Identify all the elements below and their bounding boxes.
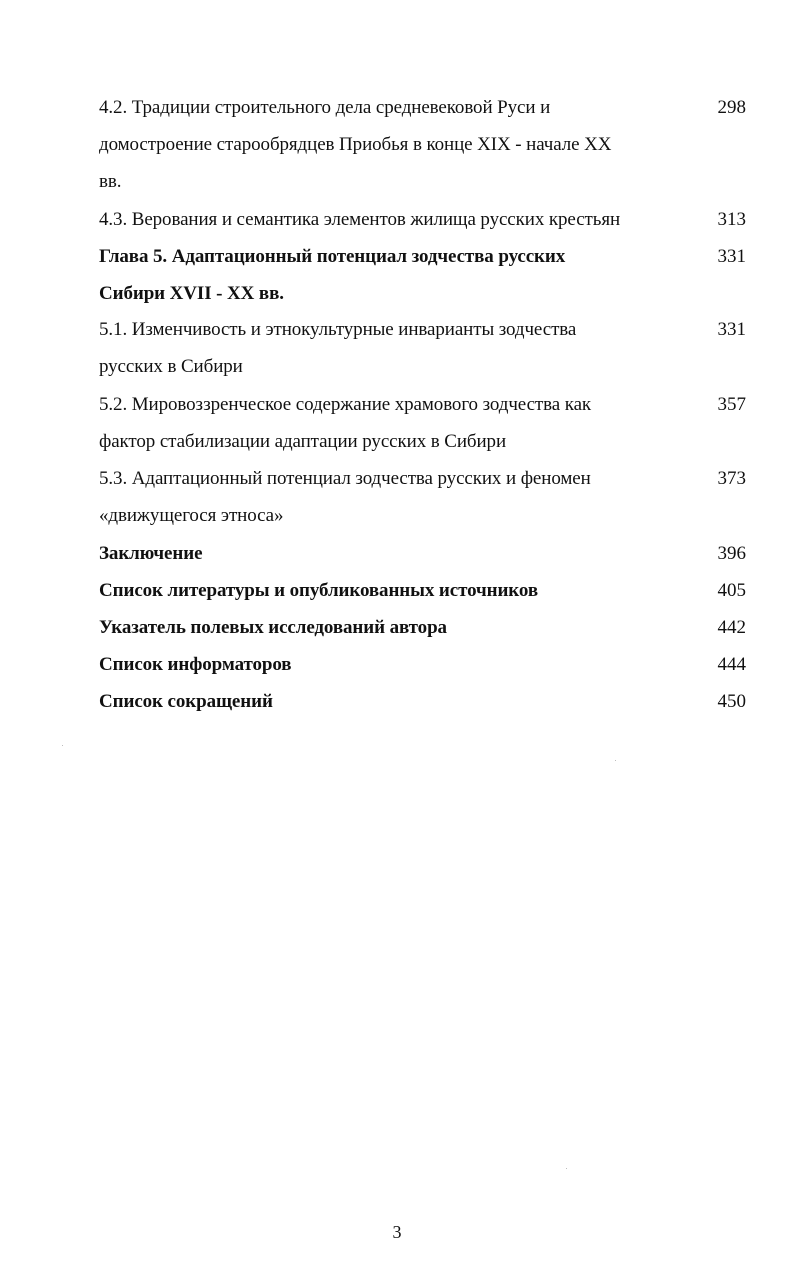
toc-entry-title-line: 5.3. Адаптационный потенциал зодчества русских и феномен xyxy=(99,468,591,489)
toc-page-number: 450 xyxy=(717,691,746,712)
scan-speck xyxy=(566,1168,567,1169)
scan-speck xyxy=(615,760,616,761)
toc-entry-title-line: Заключение xyxy=(99,543,203,564)
toc-page-number: 405 xyxy=(717,580,746,601)
toc-entry-title-line: русских в Сибири xyxy=(99,356,243,377)
toc-entry-title-line: Сибири XVII - XX вв. xyxy=(99,283,284,304)
toc-entry-title-line: 5.2. Мировоззренческое содержание храмового зодчества как xyxy=(99,394,592,415)
toc-entry-title-line: 4.3. Верования и семантика элементов жилища русских крестьян xyxy=(99,209,621,230)
toc-entry-title-line: Указатель полевых исследований автора xyxy=(99,617,447,638)
toc-page-number: 444 xyxy=(717,654,746,675)
toc-entry-title-line: 4.2. Традиции строительного дела средневековой Руси и xyxy=(99,97,551,118)
toc-page-number: 298 xyxy=(717,97,746,118)
toc-page-number: 373 xyxy=(717,468,746,489)
toc-entry-title-line: фактор стабилизации адаптации русских в Сибири xyxy=(99,431,507,452)
toc-entry-title-line: вв. xyxy=(99,171,122,192)
toc-entry-title-line: домостроение старообрядцев Приобья в конце XIX - начале XX xyxy=(99,134,612,155)
toc-page-number: 331 xyxy=(717,246,746,267)
toc-page-number: 396 xyxy=(717,543,746,564)
toc-entry-title-line: Список сокращений xyxy=(99,691,273,712)
toc-entry-title-line: Список информаторов xyxy=(99,654,292,675)
toc-page-number: 313 xyxy=(717,209,746,230)
toc-entry-title-line: Глава 5. Адаптационный потенциал зодчества русских xyxy=(99,246,566,267)
page-number: 3 xyxy=(392,1222,402,1242)
toc-entry-title-line: 5.1. Изменчивость и этнокультурные инварианты зодчества xyxy=(99,319,577,340)
toc-entry-title-line: «движущегося этноса» xyxy=(99,505,284,526)
toc-page-number: 331 xyxy=(717,319,746,340)
scan-speck xyxy=(62,745,63,746)
toc-page-number: 442 xyxy=(717,617,746,638)
toc-entry-title-line: Список литературы и опубликованных источников xyxy=(99,580,538,601)
toc-page-number: 357 xyxy=(717,394,746,415)
